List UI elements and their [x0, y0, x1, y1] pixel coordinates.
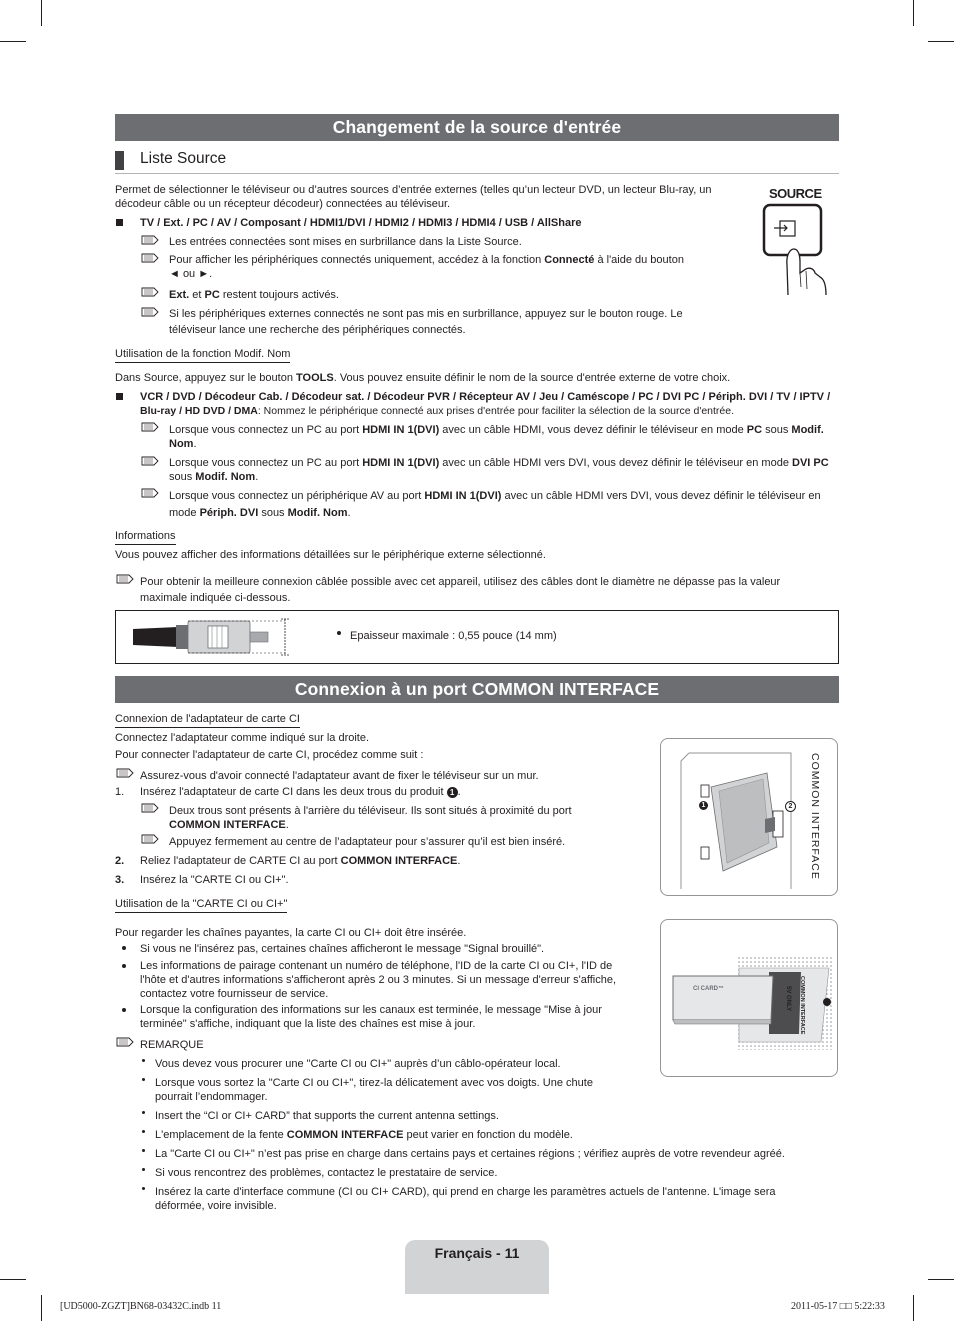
section-title-source: Changement de la source d'entrée: [115, 114, 839, 141]
heading-informations: Informations: [115, 529, 176, 545]
bullet-dot: [337, 631, 341, 635]
ci-card-illustration: [661, 920, 837, 1076]
note-pencil-icon: [115, 572, 135, 586]
remark-text: Si vous rencontrez des problèmes, contactez le prestataire de service.: [155, 1167, 498, 1179]
note-text-bold: Modif. Nom: [195, 471, 256, 483]
note-text-bold: Connecté: [544, 254, 595, 266]
note-text: Les entrées connectées sont mises en surbrillance dans la Liste Source.: [169, 236, 522, 248]
note-text-part: sous: [258, 507, 288, 519]
devices-list: VCR / DVD / Décodeur Cab. / Décodeur sat. / Décodeur PVR / Récepteur AV / Jeu / Caméscope / PC / DVI PC / Périph. DVI / TV / IPTV /: [140, 391, 831, 403]
note-text-bold: COMMON INTERFACE: [169, 819, 286, 831]
note-text-part: .: [285, 819, 289, 831]
info-text: Vous pouvez afficher des informations détaillées sur le périphérique externe sélectionné.: [115, 549, 546, 561]
note-pencil-icon: [115, 766, 135, 780]
remark-text-part: L'emplacement de la fente: [155, 1129, 287, 1141]
note-text: Deux trous sont présents à l'arrière du téléviseur. Ils sont situés à proximité du port: [169, 805, 572, 817]
heading-modif-nom: Utilisation de la fonction Modif. Nom: [115, 347, 290, 363]
section-title-common-interface: Connexion à un port COMMON INTERFACE: [115, 676, 839, 703]
note-text: [169, 489, 821, 503]
heading-connexion-adaptateur: Connexion de l'adaptateur de carte CI: [115, 712, 300, 728]
file-info: [UD5000-ZGZT]BN68-03432C.indb 11: [60, 1301, 222, 1312]
note-text-part: Lorsque vous connectez un PC au port: [169, 457, 363, 469]
note-text-part: avec un câble HDMI vers DVI, vous devez définir le téléviseur en: [501, 490, 821, 502]
note-text-bold: Ext.: [169, 289, 190, 301]
note-text: [169, 470, 258, 484]
slot-5v-label: 5V ONLY: [785, 986, 791, 1012]
step-text: [140, 854, 460, 868]
intro-text: décodeur câble ou un récepteur décodeur) connectées au téléviseur.: [115, 198, 451, 210]
crop-mark: [41, 1295, 42, 1321]
note-text: Si les périphériques externes connectés ne sont pas mis en surbrillance, appuyez sur le bouton rouge. Le: [169, 308, 683, 320]
bullet-dot: [142, 1078, 145, 1081]
note-pencil-icon: [140, 305, 160, 319]
circled-number: 2: [785, 801, 796, 812]
note-text-part: .: [255, 471, 259, 483]
source-button-label: SOURCE: [769, 186, 822, 201]
note-text: Appuyez fermement au centre de l’adaptateur pour s’assurer qu’il est bien inséré.: [169, 836, 566, 848]
step-number: 2.: [115, 855, 125, 867]
remark-text-bold: COMMON INTERFACE: [286, 1129, 404, 1141]
subsection-liste-source: [115, 148, 839, 174]
print-date: 2011-05-17 □□ 5:22:33: [791, 1301, 885, 1312]
remarque-label: REMARQUE: [140, 1039, 204, 1051]
note-text-part: sous: [762, 424, 792, 436]
page-number: Français - 11: [434, 1245, 520, 1261]
body-text: Pour connecter l'adaptateur de carte CI, procédez comme suit :: [115, 749, 424, 761]
note-text-part: à l'aide du bouton: [594, 254, 684, 266]
note-pencil-icon: [140, 233, 160, 247]
source-button-hand-icon: [760, 203, 830, 298]
intro-text: Permet de sélectionner le téléviseur ou d’autres sources d’entrée externes (telles qu’un lecteur DVD, un lecteur Blu-ray, un: [115, 184, 712, 196]
note-text: Assurez-vous d'avoir connecté l'adaptateur avant de fixer le téléviseur sur un mur.: [140, 770, 539, 782]
crop-mark: [41, 0, 42, 26]
remark-text: Insert the “CI or CI+ CARD” that supports the current antenna settings.: [155, 1110, 499, 1122]
note-pencil-icon: [140, 454, 160, 468]
note-text-part: sous: [169, 471, 196, 483]
step-number: 1.: [115, 786, 125, 798]
step-text-part: Reliez l'adaptateur de CARTE CI au port: [140, 855, 341, 867]
tools-label: TOOLS: [296, 372, 334, 384]
ci-card-figure: [660, 919, 838, 1077]
modif-text-part: . Vous pouvez ensuite définir le nom de la source d'entrée externe de votre choix.: [333, 372, 731, 384]
note-text-part: avec un câble HDMI, vous devez définir le téléviseur en mode: [439, 424, 747, 436]
note-pencil-icon: [140, 251, 160, 265]
modif-text-part: Dans Source, appuyez sur le bouton: [115, 372, 297, 384]
note-pencil-icon: [140, 832, 160, 846]
crop-mark: [0, 1279, 26, 1280]
note-text: ◄ ou ►.: [169, 268, 213, 280]
note-text-bold: Nom: [169, 438, 194, 450]
note-pencil-icon: [140, 801, 160, 815]
note-pencil-icon: [115, 1035, 135, 1049]
remark-text: La "Carte CI ou CI+" n’est pas prise en charge dans certains pays et certaines régions ; vérifiez auprès de votre revendeur agréé.: [155, 1148, 785, 1160]
devices-list-rest: : Nommez le périphérique connecté aux prises d'entrée pour faciliter la sélection de la source d'entrée.: [257, 405, 735, 417]
remark-text: Vous devez vous procurer une "Carte CI ou CI+" auprès d’un câblo-opérateur local.: [155, 1058, 561, 1070]
bullet-dot: [142, 1168, 145, 1171]
note-text-bold: PC: [746, 424, 763, 436]
note-text-bold: Modif.: [791, 424, 824, 436]
note-text: [169, 253, 684, 267]
note-text-part: et: [189, 289, 205, 301]
bullet-dot: [142, 1149, 145, 1152]
modif-text: [115, 371, 730, 385]
note-text: [169, 288, 339, 302]
body-text: Pour regarder les chaînes payantes, la carte CI ou CI+ doit être insérée.: [115, 927, 467, 939]
body-text: Connectez l'adaptateur comme indiqué sur la droite.: [115, 732, 370, 744]
remark-text-part: peut varier en fonction du modèle.: [403, 1129, 573, 1141]
circled-number: 1: [699, 801, 708, 810]
note-text-part: mode: [169, 507, 200, 519]
remark-text: pourrait l’endommager.: [155, 1091, 268, 1103]
sources-list: TV / Ext. / PC / AV / Composant / HDMI1/DVI / HDMI2 / HDMI3 / HDMI4 / USB / AllShare: [140, 217, 582, 229]
note-text-part: .: [193, 438, 197, 450]
devices-list: [140, 404, 734, 418]
note-text-bold: DVI PC: [792, 457, 829, 469]
remark-text: déformée, voire invisible.: [155, 1200, 277, 1212]
note-text-bold: HDMI IN 1(DVI): [362, 424, 440, 436]
note-text: [169, 423, 824, 437]
step-text: Insérez la "CARTE CI ou CI+".: [140, 874, 289, 886]
step-text-bold: COMMON INTERFACE: [340, 855, 458, 867]
crop-mark: [913, 0, 914, 26]
crop-mark: [913, 1295, 914, 1321]
bullet-dot: [142, 1059, 145, 1062]
step-text: [140, 785, 461, 799]
bullet-square: [116, 393, 123, 400]
bullet-dot: [142, 1111, 145, 1114]
circled-number: 1: [447, 787, 458, 798]
bullet-dot: [122, 1008, 126, 1012]
subsection-title: Liste Source: [140, 150, 227, 167]
subsection-marker: [115, 151, 124, 170]
bullet-dot: [122, 964, 126, 968]
note-text-part: .: [347, 507, 351, 519]
common-interface-label: COMMON INTERFACE: [809, 753, 821, 880]
bullet-text: l'hôte et d'autres informations s'afficheront après 2 ou 3 minutes. Si un message d'erreur s'affiche,: [140, 974, 617, 986]
step-text-part: Insérez l'adaptateur de carte CI dans les deux trous du produit: [140, 786, 447, 798]
crop-mark: [0, 41, 26, 42]
note-text-bold: Périph. DVI: [199, 507, 259, 519]
ci-card-label: CI CARD™: [693, 986, 724, 992]
bullet-text: Si vous ne l'insérez pas, certaines chaînes afficheront le message "Signal brouillé".: [140, 943, 545, 955]
note-text-bold: PC: [204, 289, 220, 301]
note-text-bold: HDMI IN 1(DVI): [424, 490, 502, 502]
bullet-text: contactez votre fournisseur de service.: [140, 988, 329, 1000]
note-text: [169, 437, 197, 451]
heading-utilisation-carte: Utilisation de la "CARTE CI ou CI+": [115, 897, 287, 913]
slot-common-interface-label: COMMON INTERFACE: [799, 976, 805, 1035]
bullet-text: terminée" s'affiche, indiquant que la liste des chaînes est mise à jour.: [140, 1018, 476, 1030]
note-text: téléviseur lance une recherche des périphériques connectés.: [169, 324, 466, 336]
note-text-part: restent toujours activés.: [219, 289, 339, 301]
bullet-text: Les informations de pairage contenant un numéro de téléphone, l'ID de la carte CI ou CI+, l'ID de: [140, 960, 613, 972]
note-pencil-icon: [140, 486, 160, 500]
note-pencil-icon: [140, 285, 160, 299]
step-text-part: .: [457, 786, 461, 798]
step-text-part: .: [457, 855, 461, 867]
remark-text: Insérez la carte d'interface commune (CI ou CI+ CARD), qui prend en charge les paramètres actuels de l'antenne. L'image sera: [155, 1186, 776, 1198]
cable-illustration: [128, 617, 303, 657]
note-text-bold: Modif. Nom: [287, 507, 348, 519]
note-text-part: Pour afficher les périphériques connectés uniquement, accédez à la fonction: [169, 254, 545, 266]
note-text-part: Lorsque vous connectez un périphérique AV au port: [169, 490, 425, 502]
bullet-dot: [122, 946, 126, 950]
remark-text: Lorsque vous sortez la "Carte CI ou CI+", tirez-la délicatement avec vos doigts. Une chute: [155, 1077, 593, 1089]
bullet-square: [116, 219, 123, 226]
note-pencil-icon: [140, 420, 160, 434]
devices-list-bold: Blu-ray / HD DVD / DMA: [140, 405, 258, 417]
ci-adapter-figure: [660, 738, 838, 896]
note-text: [169, 506, 351, 520]
note-text: maximale indiquée ci-dessous.: [140, 592, 291, 604]
note-text: Pour obtenir la meilleure connexion câblée possible avec cet appareil, utilisez des câbles dont le diamètre ne dépasse pas la valeur: [140, 576, 781, 588]
bullet-text: Lorsque la configuration des informations sur les canaux est terminée, le message "Mise à jour: [140, 1004, 602, 1016]
bullet-dot: [142, 1187, 145, 1190]
remark-text: [155, 1128, 573, 1142]
note-text: [169, 818, 289, 832]
bullet-dot: [142, 1130, 145, 1133]
note-text-bold: HDMI IN 1(DVI): [362, 457, 440, 469]
step-number: 3.: [115, 874, 125, 886]
cable-spec-text: Epaisseur maximale : 0,55 pouce (14 mm): [350, 630, 557, 642]
cable-spec-box: [115, 610, 839, 664]
crop-mark: [928, 41, 954, 42]
note-text: [169, 456, 829, 470]
crop-mark: [928, 1279, 954, 1280]
note-text-part: avec un câble HDMI vers DVI, vous devez définir le téléviseur en mode: [439, 457, 793, 469]
note-text-part: Lorsque vous connectez un PC au port: [169, 424, 363, 436]
